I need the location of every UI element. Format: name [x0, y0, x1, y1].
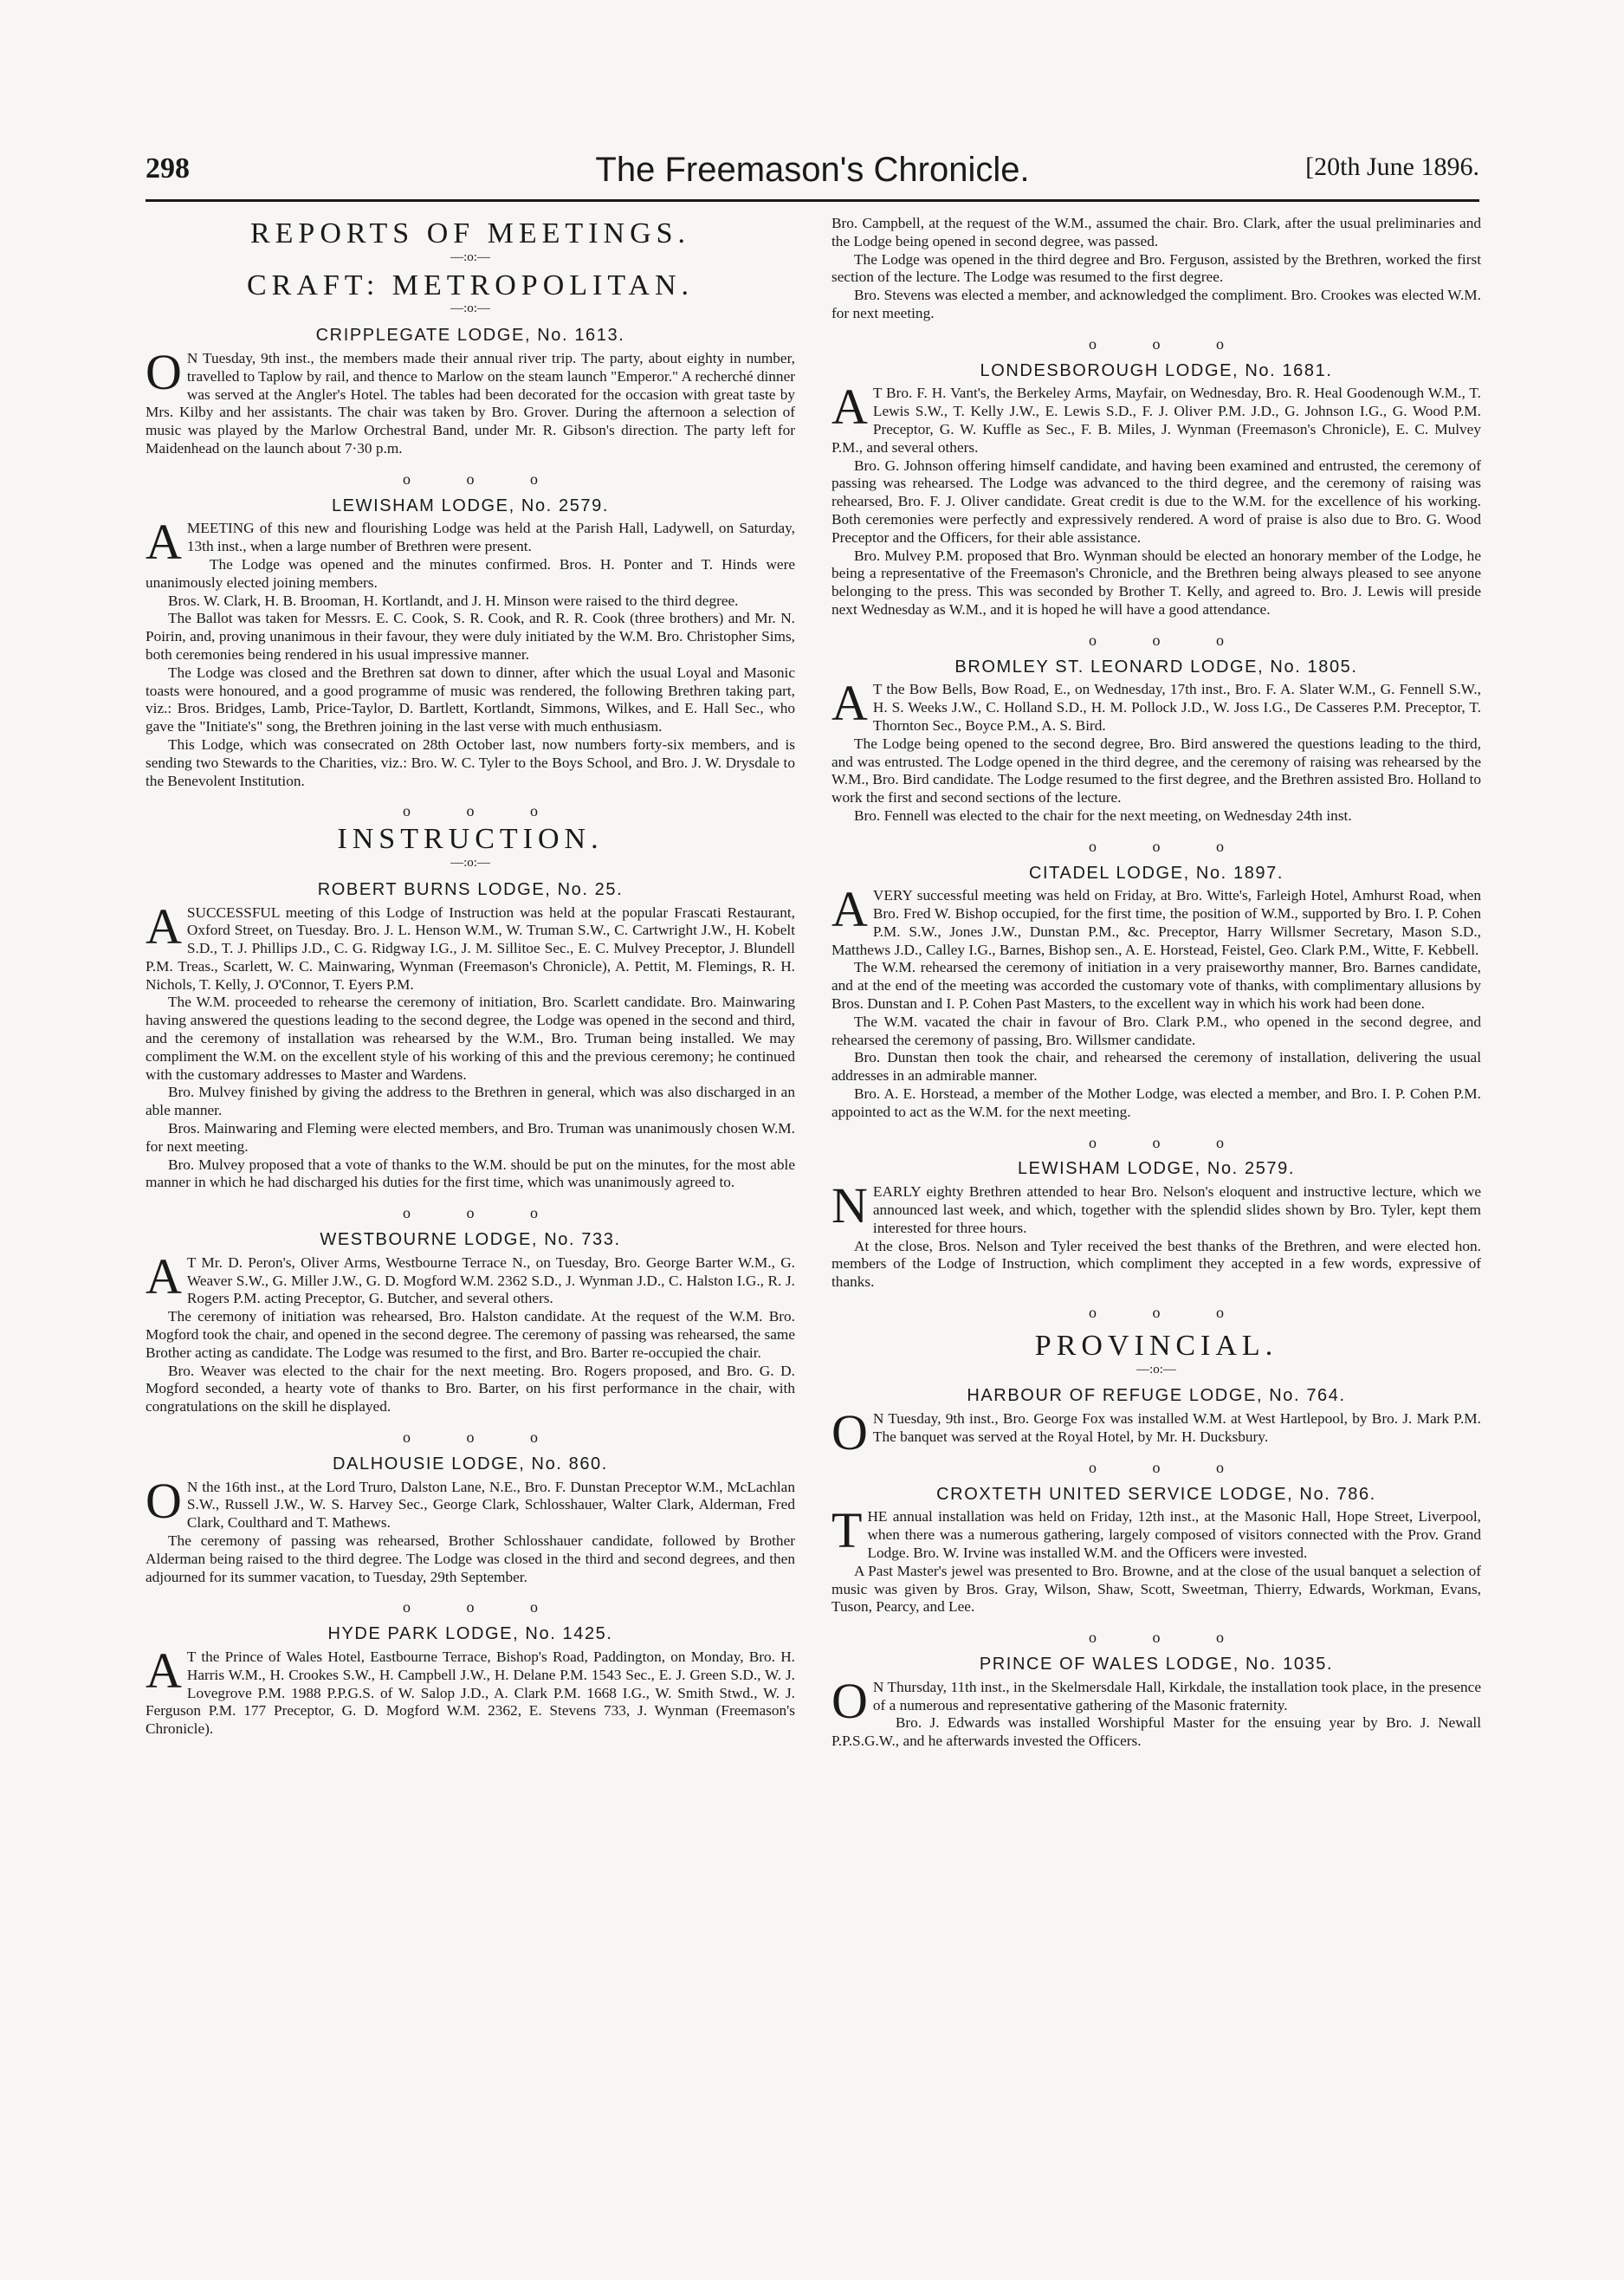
- section-separator: —:o:—: [450, 301, 490, 316]
- article-paragraph: [146, 897, 795, 994]
- article-paragraph: [831, 1502, 1481, 1562]
- paragraph-text: Bro. Campbell, at the request of the W.M., assumed the chair. Bro. Clark, after the usual preliminaries and the Lodge being opened in second degree, was passed.: [831, 215, 1481, 249]
- lodge-heading: LONDESBOROUGH LODGE, No. 1681.: [980, 360, 1333, 380]
- paragraph-text: Bro. J. Edwards was installed Worshipful Master for the ensuing year by Bro. J. Newall P.P.S.G.W., and he afterwards invested the Officers.: [831, 1714, 1481, 1750]
- paragraph-text: Bro. A. E. Horstead, a member of the Mother Lodge, was elected a member, and Bro. I. P. Cohen P.M. appointed to act as the W.M. for the next meeting.: [831, 1085, 1481, 1120]
- paragraph-text: HE annual installation was held on Friday, 12th inst., at the Masonic Hall, Hope Street, Liverpool, when there was a numerous gathering, largely composed of visitors connected with the Prov. Grand Lodge. Bro. W. Irvine was installed W.M. and the Officers were invested.: [867, 1508, 1481, 1561]
- drop-cap: A: [146, 1642, 182, 1699]
- article-paragraph: [831, 379, 1481, 457]
- paragraph-text: N Tuesday, 9th inst., Bro. George Fox was installed W.M. at West Hartlepool, by Bro. J. Mark P.M. The banquet was served at the Royal Hotel, by Mr. H. Ducksbury.: [872, 1410, 1481, 1446]
- drop-cap: A: [146, 514, 182, 571]
- paragraph-text: At the close, Bros. Nelson and Tyler received the best thanks of the Brethren, and were elected hon. members of the Lodge of Instruction, which compliment they accepted in a few words, expressive of thanks.: [831, 1237, 1481, 1291]
- article-paragraph: [831, 547, 1481, 619]
- paragraph-text: N Tuesday, 9th inst., the members made their annual river trip. The party, about eighty in number, travelled to Taplow by rail, and thence to Marlow on the steam launch "Emperor." A recherché dinner was served at the Angler's Hotel. The tables had been decorated for the occasion with great taste by Mrs. Kilby and her assistants. The chair was taken by Bro. Grover. During the afternoon a selection of music was played by the Marlow Orchestral Band, under Mr. R. Gibson's direction. The party left for Maidenhead on the launch about 7·30 p.m.: [146, 349, 795, 457]
- paragraph-text: T the Bow Bells, Bow Road, E., on Wednesday, 17th inst., Bro. F. A. Slater W.M., G. Fennell S.W., H. S. Weeks J.W., C. Holland S.D., H. M. Pollock J.D., W. Joss I.G., De Casseres P.M. Preceptor, T. Thornton Sec., Boyce P.M., A. S. Bird.: [872, 681, 1481, 734]
- section-heading: INSTRUCTION.: [337, 823, 604, 856]
- paragraph-text: The ceremony of passing was rehearsed, Brother Schlosshauer candidate, followed by Brother Alderman being raised to the third degree. The Lodge was closed in the third and second degrees, and then adjourned for its summer vacation, to Tuesday, 29th September.: [146, 1532, 795, 1585]
- paragraph-text: Bro. Mulvey finished by giving the address to the Brethren in general, which was also discharged in an able manner.: [146, 1084, 795, 1119]
- drop-cap: A: [831, 675, 868, 732]
- ornament-divider: o o o: [1089, 1629, 1250, 1647]
- article-paragraph: [146, 1308, 795, 1362]
- lodge-heading: BROMLEY ST. LEONARD LODGE, No. 1805.: [954, 657, 1358, 677]
- paragraph-text: SUCCESSFUL meeting of this Lodge of Instruction was held at the popular Frascati Restaurant, Oxford Street, on Tuesday. Bro. J. L. Henson W.M., W. Truman S.W., C. Cartwright J.W., H. Kobelt S.D., T. J. Phillips J.D., C. G. Ridgway I.G., J. M. Sillitoe Sec., E. C. Mulvey Preceptor, J. Blundell P.M. Treas., Scarlett, W. C. Mainwaring, Wynman (Freemason's Chronicle), A. Pettit, M. Flemings, R. H. Nichols, T. Kelly, J. O'Connor, T. Eyers P.M.: [146, 904, 795, 993]
- article-paragraph: [831, 1563, 1481, 1616]
- paragraph-text: The Lodge was opened in the third degree and Bro. Ferguson, assisted by the Brethren, worked the first section of the lecture. The Lodge was resumed to the first degree.: [831, 250, 1481, 286]
- paragraph-text: Bro. G. Johnson offering himself candidate, and having been examined and entrusted, the ceremony of passing was rehearsed. The Lodge was advanced to the third degree, and the ceremony of raising was rehearsed, Bro. F. J. Oliver candidate. Great credit is due to the W.M. for the excellence of his working. Both ceremonies were perfectly and expressively rendered. A word of praise is also due to Bro. G. Wood Preceptor and the Officers, for their able assistance.: [831, 457, 1481, 546]
- paragraph-text: T Mr. D. Peron's, Oliver Arms, Westbourne Terrace N., on Tuesday, Bro. George Barter W.M., G. Weaver S.W., G. Miller J.W., G. D. Mogford W.M. 2362 S.D., J. Wynman J.D., C. Halston I.G., R. J. Rogers P.M. acting Preceptor, G. Butcher, and several others.: [186, 1253, 795, 1307]
- lodge-heading: DALHOUSIE LODGE, No. 860.: [333, 1454, 608, 1474]
- article-paragraph: [146, 1532, 795, 1586]
- paragraph-text: Bro. Dunstan then took the chair, and rehearsed the ceremony of installation, delivering the usual addresses in an admirable manner.: [831, 1049, 1481, 1085]
- paragraph-text: Bro. Mulvey proposed that a vote of thanks to the W.M. should be put on the minutes, for the most able manner in which he had discharged his duties for the first time, which was unanimously agreed to.: [146, 1156, 795, 1191]
- article-paragraph: [146, 1472, 795, 1532]
- drop-cap: A: [831, 881, 868, 938]
- article-paragraph: [146, 664, 795, 736]
- drop-cap: O: [831, 1672, 868, 1729]
- article-paragraph: [831, 1714, 1481, 1751]
- drop-cap: A: [146, 1247, 182, 1305]
- lodge-heading: PRINCE OF WALES LODGE, No. 1035.: [979, 1654, 1334, 1674]
- ornament-divider: o o o: [403, 1598, 564, 1616]
- ornament-divider: o o o: [1089, 1133, 1250, 1151]
- paragraph-text: VERY successful meeting was held on Friday, at Bro. Witte's, Farleigh Hotel, Amhurst Road, when Bro. Fred W. Bishop occupied, for the first time, the position of W.M., supported by Bro. I. P. Cohen P.M. S.W., Jones J.W., Dunstan P.M., &c. Preceptor, Harry Willsmer Secretary, Mason S.D., Matthews J.D., Calley I.G., Barnes, Bishop sen., A. E. Horstead, Feistel, Geo. Clark P.M., Witte, F. Kebbell.: [831, 887, 1481, 958]
- drop-cap: N: [831, 1177, 868, 1234]
- paragraph-text: The Lodge was closed and the Brethren sat down to dinner, after which the usual Loyal and Masonic toasts were honoured, and a good programme of music was rendered, the following Brethren taking part, viz.: Bros. Bridges, Lamb, Price-Taylor, D. Bartlett, Kortlandt, Simmons, Wilkes, and E. Hall Sec., who gave the "Initiate's" song, the Brethren joining in the last verse with much enthusiasm.: [146, 664, 795, 735]
- lodge-heading: CITADEL LODGE, No. 1897.: [1028, 863, 1284, 883]
- article-paragraph: [831, 251, 1481, 288]
- paragraph-text: Bro. Weaver was elected to the chair for the next meeting. Bro. Rogers proposed, and Bro. G. D. Mogford seconded, a hearty vote of thanks to Bro. Barter, on his first performance in the chair, with congratulations on the skill he displayed.: [146, 1362, 795, 1415]
- lodge-heading: CRIPPLEGATE LODGE, No. 1613.: [315, 326, 625, 346]
- article-paragraph: [146, 1642, 795, 1739]
- drop-cap: O: [146, 1472, 182, 1529]
- article-paragraph: [831, 735, 1481, 807]
- article-paragraph: [831, 1177, 1481, 1237]
- ornament-divider: o o o: [403, 1204, 564, 1222]
- lodge-heading: HYDE PARK LODGE, No. 1425.: [327, 1624, 613, 1644]
- article-paragraph: [146, 593, 795, 611]
- drop-cap: A: [831, 379, 868, 436]
- article-paragraph: [146, 610, 795, 664]
- right-column: [831, 215, 1481, 1751]
- article-paragraph: [831, 215, 1481, 251]
- article-paragraph: [831, 1672, 1481, 1729]
- drop-cap: O: [146, 343, 182, 400]
- paragraph-text: MEETING of this new and flourishing Lodge was held at the Parish Hall, Ladywell, on Saturday, 13th inst., when a large number of Brethren were present.: [186, 520, 795, 555]
- section-heading: REPORTS OF MEETINGS.: [249, 217, 691, 249]
- drop-cap: O: [831, 1404, 868, 1461]
- page-header: [146, 147, 1479, 202]
- ornament-divider: o o o: [403, 470, 564, 488]
- paragraph-text: The Lodge was opened and the minutes confirmed. Bros. H. Ponter and T. Hinds were unanimously elected joining members.: [146, 555, 795, 591]
- lodge-heading: LEWISHAM LODGE, No. 2579.: [1017, 1159, 1296, 1179]
- paragraph-text: T the Prince of Wales Hotel, Eastbourne Terrace, Bishop's Road, Paddington, on Monday, Bro. H. Harris W.M., H. Crookes S.W., H. Campbell J.W., H. Delane P.M. 1543 Sec., E. J. Green S.D., W. J. Lovegrove P.M. 1988 P.P.G.S. of W. Salop J.D., A. Clark P.M. 1668 I.G., W. Smith Stwd., W. J. Ferguson P.M. 177 Preceptor, G. D. Mogford W.M. 2362, E. Stevens 733, J. Wynman (Freemason's Chronicle).: [146, 1648, 795, 1738]
- paragraph-text: N the 16th inst., at the Lord Truro, Dalston Lane, N.E., Bro. F. Dunstan Preceptor W.M., McLachlan S.W., Russell J.W., W. S. Harvey Sec., George Clark, Schlosshauer, Walter Clark, Alderman, Fred Clark, Coulthard and T. Mathews.: [186, 1478, 795, 1532]
- page-number: 298: [146, 152, 190, 185]
- article-paragraph: [831, 1085, 1481, 1122]
- article-paragraph: [831, 807, 1481, 826]
- article-paragraph: [146, 1247, 795, 1308]
- paragraph-text: Bro. Fennell was elected to the chair for the next meeting, on Wednesday 24th inst.: [854, 806, 1352, 824]
- paragraph-text: EARLY eighty Brethren attended to hear Bro. Nelson's eloquent and instructive lecture, which we announced last week, and which, together with the splendid slides shown by Bro. Tyler, kept them interested for three hours.: [872, 1183, 1481, 1236]
- ornament-divider: o o o: [1089, 1304, 1250, 1322]
- article-paragraph: [146, 1120, 795, 1156]
- article-paragraph: [831, 1404, 1481, 1461]
- paragraph-text: The W.M. proceeded to rehearse the ceremony of initiation, Bro. Scarlett candidate. Bro. Mainwaring having answered the questions leading to the second degree, the Lodge was opened in the second and third, and the ceremony of installation was rehearsed by the W.M., Bro. Truman being installed. We may compliment the W.M. on the excellent style of his working of this and the previous ceremony; he continued with the customary addresses to Master and Wardens.: [146, 994, 795, 1083]
- paragraph-text: N Thursday, 11th inst., in the Skelmersdale Hall, Kirkdale, the installation took place, in the presence of a numerous and representative gathering of the Masonic fraternity.: [872, 1678, 1481, 1713]
- article-paragraph: [146, 736, 795, 790]
- left-column: [146, 215, 795, 1739]
- paragraph-text: T Bro. F. H. Vant's, the Berkeley Arms, Mayfair, on Wednesday, Bro. R. Heal Goodenough W.M., T. Lewis S.W., T. Kelly J.W., E. Lewis S.D., F. J. Oliver P.M. J.D., G. Johnson I.G., G. Wood P.M. Preceptor, G. W. Kuffle as Sec., F. B. Miles, J. Wynman (Freemason's Chronicle), E. C. Mulvey P.M., and several others.: [831, 385, 1481, 456]
- article-paragraph: [831, 881, 1481, 959]
- article-paragraph: [146, 514, 795, 571]
- article-paragraph: [831, 959, 1481, 1013]
- article-paragraph: [146, 556, 795, 593]
- paragraph-text: A Past Master's jewel was presented to Bro. Browne, and at the close of the usual banquet a selection of music was given by Bros. Gray, Wilson, Shaw, Scott, Sweetman, Thierry, Edwards, Workman, Evans, Tuson, Pearcy, and Lee.: [831, 1562, 1481, 1616]
- paragraph-text: Bros. W. Clark, H. B. Brooman, H. Kortlandt, and J. H. Minson were raised to the third degree.: [168, 592, 739, 609]
- ornament-divider: o o o: [1089, 334, 1250, 353]
- section-heading: CRAFT: METROPOLITAN.: [246, 269, 695, 301]
- paragraph-text: Bros. Mainwaring and Fleming were elected members, and Bro. Truman was unanimously chosen W.M. for next meeting.: [146, 1120, 795, 1155]
- lodge-heading: ROBERT BURNS LODGE, No. 25.: [317, 879, 624, 899]
- article-paragraph: [146, 994, 795, 1084]
- article-paragraph: [831, 457, 1481, 547]
- section-separator: —:o:—: [450, 249, 490, 264]
- article-paragraph: [146, 1084, 795, 1120]
- ornament-divider: o o o: [1089, 631, 1250, 649]
- lodge-heading: CROXTETH UNITED SERVICE LODGE, No. 786.: [936, 1484, 1376, 1504]
- article-paragraph: [146, 343, 795, 458]
- ornament-divider: o o o: [1089, 1458, 1250, 1476]
- masthead-title: The Freemason's Chronicle.: [595, 151, 1030, 189]
- paragraph-text: The Lodge being opened to the second degree, Bro. Bird answered the questions leading to the third, and was entrusted. The Lodge opened in the third degree, and the ceremony of raising was rehearsed by the W.M., Bro. Bird candidate. The Lodge resumed to the first degree, and the Brethren assisted Bro. Holland to work the first and second sections of the lecture.: [831, 735, 1481, 806]
- ornament-divider: o o o: [403, 1428, 564, 1447]
- article-paragraph: [831, 1238, 1481, 1292]
- issue-date: [20th June 1896.: [1305, 152, 1479, 181]
- paragraph-text: The W.M. rehearsed the ceremony of initiation in a very praiseworthy manner, Bro. Barnes candidate, and at the end of the meeting was accorded the customary vote of thanks, with complimentary allusions by Bros. Dunstan and I. P. Cohen Past Masters, to the excellent way in which his work had been done.: [831, 959, 1481, 1013]
- paragraph-text: Bro. Mulvey P.M. proposed that Bro. Wynman should be elected an honorary member of the Lodge, he being a representative of the Freemason's Chronicle, and the Brethren being always pleased to see anyone belonging to the press. This was seconded by Brother T. Kelly, and agreed to. Bro. J. Lewis will preside next Wednesday as W.M., and it is hoped he will have a good attendance.: [831, 547, 1481, 618]
- paragraph-text: This Lodge, which was consecrated on 28th October last, now numbers forty-six members, and is sending two Stewards to the Charities, viz.: Bro. W. C. Tyler to the Boys School, and Bro. J. W. Drysdale to the Benevolent Institution.: [146, 735, 795, 789]
- drop-cap: A: [146, 897, 182, 955]
- section-heading: PROVINCIAL.: [1034, 1329, 1278, 1362]
- ornament-divider: o o o: [1089, 837, 1250, 855]
- paragraph-text: The W.M. vacated the chair in favour of Bro. Clark P.M., who opened in the second degree, and rehearsed the ceremony of passing, Bro. Willsmer candidate.: [831, 1013, 1481, 1048]
- section-separator: —:o:—: [1136, 1362, 1176, 1376]
- paragraph-text: The ceremony of initiation was rehearsed, Bro. Halston candidate. At the request of the W.M. Bro. Mogford took the chair, and opened in the second degree. The ceremony of passing was rehearsed, the same Brother acting as candidate. The Lodge was resumed to the first, and Bro. Barter re-occupied the chair.: [146, 1308, 795, 1361]
- article-paragraph: [831, 675, 1481, 735]
- article-paragraph: [831, 1014, 1481, 1050]
- lodge-heading: HARBOUR OF REFUGE LODGE, No. 764.: [967, 1386, 1346, 1406]
- article-paragraph: [831, 287, 1481, 323]
- article-paragraph: [146, 1363, 795, 1416]
- paragraph-text: Bro. Stevens was elected a member, and acknowledged the compliment. Bro. Crookes was elected W.M. for next meeting.: [831, 287, 1481, 321]
- drop-cap: T: [831, 1502, 863, 1559]
- article-paragraph: [831, 1049, 1481, 1085]
- paragraph-text: The Ballot was taken for Messrs. E. C. Cook, S. R. Cook, and R. R. Cook (three brothers) and Mr. N. Poirin, and, proving unanimous in their favour, they were duly initiated by the W.M. Bro. Christopher Sims, both ceremonies being rendered in his usual impressive manner.: [146, 610, 795, 663]
- lodge-heading: WESTBOURNE LODGE, No. 733.: [320, 1230, 621, 1250]
- ornament-divider: o o o: [403, 802, 564, 820]
- article-paragraph: [146, 1156, 795, 1193]
- lodge-heading: LEWISHAM LODGE, No. 2579.: [331, 496, 610, 515]
- section-separator: —:o:—: [450, 855, 490, 870]
